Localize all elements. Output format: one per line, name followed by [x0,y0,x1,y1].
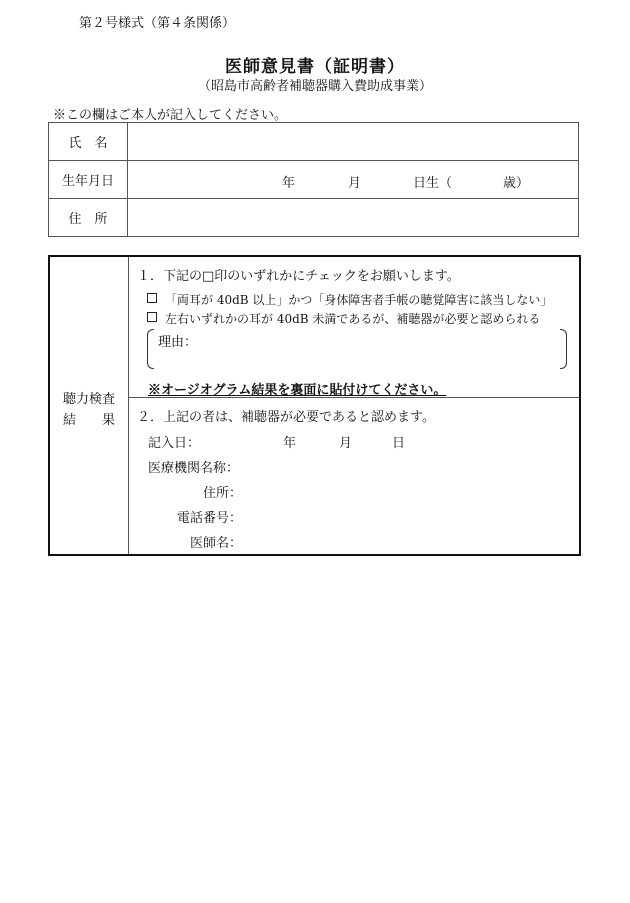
address-label: 住 所 [49,199,128,237]
reason-bracket-left [147,329,154,369]
dob-field[interactable] [128,161,579,199]
dob-row [49,161,579,199]
date-label: 記入日： [148,436,201,451]
section2-heading: ２．上記の者は、補聴器が必要であると認めます。 [137,410,435,425]
option2-row[interactable] [147,310,540,327]
option2-checkbox[interactable] [147,312,157,322]
option1-label: 「両耳が 40dB 以上」かつ「身体障害者手帳の聴覚障害に該当しない」 [165,293,553,307]
reason-field[interactable] [200,331,555,365]
hearing-label-column [50,257,129,554]
dob-year: 年 [282,176,296,191]
hearing-label-line1: 聴力検査 [62,392,115,407]
audiogram-note: ※オージオグラム結果を裏面に貼付けてください。 [148,383,447,398]
dob-age: 歳） [503,176,530,191]
hearing-label-line2: 結 果 [62,413,115,428]
dob-day-born: 日生（ [413,176,453,191]
address-field[interactable] [128,199,579,237]
document-subtitle: （昭島市高齢者補聴器購入費助成事業） [197,79,432,94]
date-month: 月 [339,436,353,451]
address-row [49,199,579,237]
option1-row[interactable] [147,291,552,308]
name-field[interactable] [128,123,579,161]
name-label: 氏 名 [49,123,128,161]
hearing-result-box [48,255,581,556]
applicant-note: ※この欄はご本人が記入してください。 [53,108,288,123]
reason-label: 理由： [158,335,198,350]
institution-label: 医療機関名称： [148,461,240,476]
date-day: 日 [392,436,406,451]
document-title: 医師意見書（証明書） [225,57,405,77]
institution-address-field[interactable] [242,482,562,500]
phone-field[interactable] [242,507,562,525]
section-divider [129,397,579,398]
doctor-name-field[interactable] [242,532,562,550]
option1-checkbox[interactable] [147,293,157,303]
form-number: 第２号様式（第４条関係） [79,16,236,31]
institution-address-label: 住所： [203,486,243,501]
option2-label: 左右いずれかの耳が 40dB 未満であるが、補聴器が必要と認められる [165,312,541,326]
reason-bracket-right [560,329,567,369]
dob-label: 生年月日 [49,161,128,199]
doctor-label: 医師名： [190,536,243,551]
date-year: 年 [283,436,297,451]
section1-heading: １．下記の□印のいずれかにチェックをお願いします。 [137,269,460,284]
dob-month: 月 [348,176,362,191]
name-row [49,123,579,161]
phone-label: 電話番号： [177,511,243,526]
applicant-table [48,122,579,237]
institution-field[interactable] [242,457,562,475]
